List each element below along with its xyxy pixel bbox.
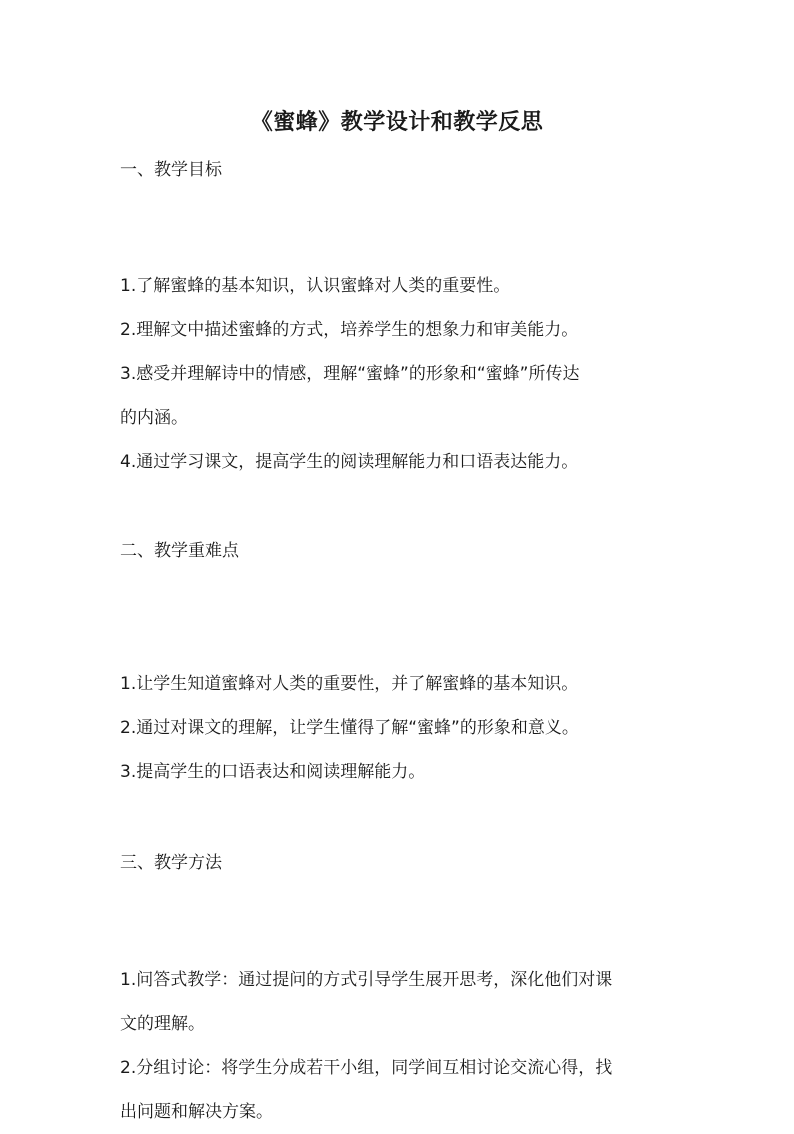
list-item	[120, 958, 680, 1046]
list-item-line: 1.问答式教学：通过提问的方式引导学生展开思考，深化他们对课	[120, 970, 613, 990]
list-item: 2.通过对课文的理解，让学生懂得了解“蜜蜂”的形象和意义。	[120, 718, 579, 738]
document-title: 《蜜蜂》教学设计和教学反思	[250, 110, 544, 135]
list-item: 1.让学生知道蜜蜂对人类的重要性，并了解蜜蜂的基本知识。	[120, 674, 579, 694]
list-item-line: 2.分组讨论：将学生分成若干小组，同学间互相讨论交流心得，找	[120, 1058, 613, 1078]
list-item-line: 3.感受并理解诗中的情感，理解“蜜蜂”的形象和“蜜蜂”所传达	[120, 364, 580, 384]
list-item	[120, 1046, 680, 1134]
list-item: 2.理解文中描述蜜蜂的方式，培养学生的想象力和审美能力。	[120, 320, 579, 340]
section-heading-key-points: 二、教学重难点	[120, 541, 239, 561]
list-item-line: 的内涵。	[120, 408, 188, 428]
list-item-line: 文的理解。	[120, 1014, 205, 1034]
section-heading-objectives: 一、教学目标	[120, 160, 222, 180]
list-item: 3.提高学生的口语表达和阅读理解能力。	[120, 762, 426, 782]
list-item: 1.了解蜜蜂的基本知识，认识蜜蜂对人类的重要性。	[120, 276, 511, 296]
section-heading-methods: 三、教学方法	[120, 853, 222, 873]
list-item-line: 出问题和解决方案。	[120, 1102, 273, 1122]
list-item	[120, 352, 680, 440]
list-item: 4.通过学习课文，提高学生的阅读理解能力和口语表达能力。	[120, 452, 579, 472]
